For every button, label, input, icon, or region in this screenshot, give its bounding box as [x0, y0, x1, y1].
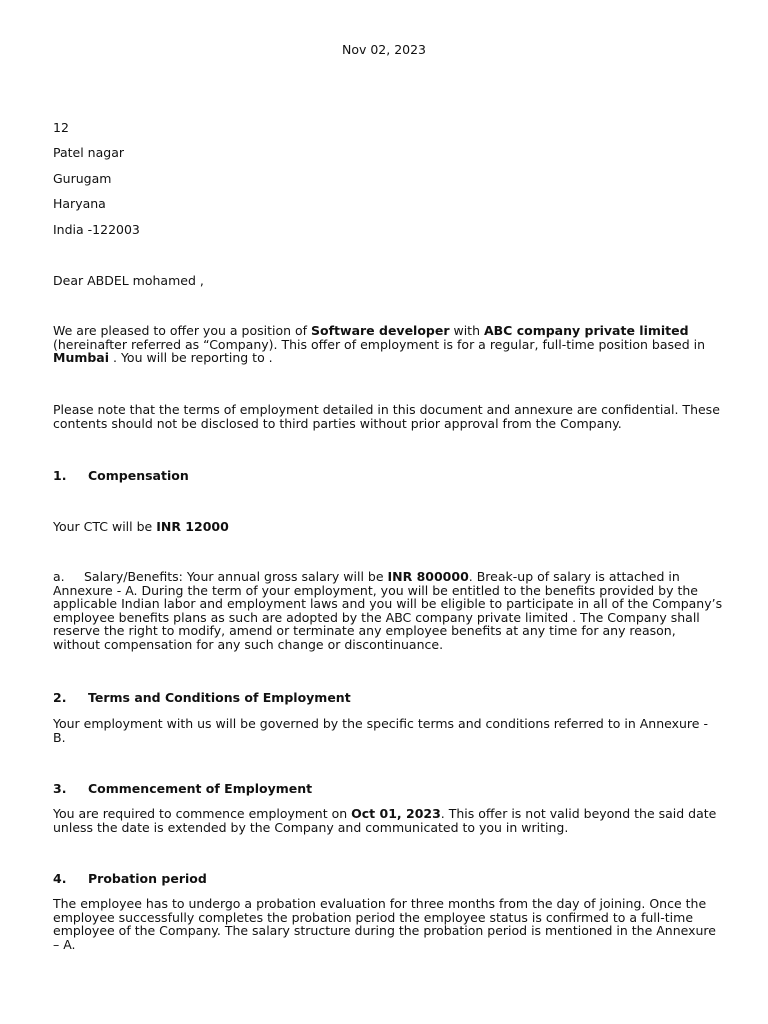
section-number: 3. — [53, 781, 67, 796]
address-line-5: India -122003 — [53, 222, 140, 237]
letter-date: Nov 02, 2023 — [341, 42, 427, 57]
confidentiality-paragraph: Please note that the terms of employment detailed in this document and annexure are confidential. These contents should not be disclosed to third parties without prior approval from the Company. — [53, 402, 720, 431]
section-number: 2. — [53, 690, 67, 705]
section-heading-probation — [53, 871, 207, 886]
salary-details: . Break-up of salary is attached in Annexure - A. During the term of your employment, you will be entitled to the benefits provided by the applicable Indian labor and employment laws and you will be eligible to participate in all of the Company’s employee benefits plans as such are adopted by the ABC company private limited . The Company shall reserve the right to modify, amend or terminate any employee benefits at any time for any reason, without compensation for any such change or discontinuance. — [53, 569, 723, 652]
offer-location: Mumbai — [53, 350, 110, 366]
salary-intro: Salary/Benefits: Your annual gross salary will be — [84, 569, 388, 584]
section-number: 4. — [53, 871, 67, 886]
section-title: Terms and Conditions of Employment — [88, 690, 351, 705]
section-heading-commencement — [53, 781, 312, 796]
commencement-date: Oct 01, 2023 — [351, 806, 441, 821]
section-heading-terms — [53, 690, 351, 705]
address-line-4: Haryana — [53, 196, 106, 211]
address-line-2: Patel nagar — [53, 145, 124, 160]
section-title: Probation period — [88, 871, 207, 886]
offer-with: with — [449, 323, 484, 338]
ctc-label: Your CTC will be — [53, 519, 157, 534]
salary-marker: a. — [53, 569, 65, 584]
section-title: Commencement of Employment — [88, 781, 313, 796]
address-line-1: 12 — [53, 120, 69, 135]
section-title: Compensation — [88, 468, 189, 483]
section-number: 1. — [53, 468, 67, 483]
offer-position: Software developer — [311, 323, 450, 338]
salary-paragraph — [53, 570, 723, 652]
salary-value: INR 800000 — [387, 569, 469, 584]
commencement-details: . This offer is not valid beyond the said date unless the date is extended by the Company and communicated to you in writing. — [53, 806, 717, 835]
commencement-intro: You are required to commence employment on — [53, 806, 352, 821]
salutation: Dear ABDEL mohamed , — [53, 273, 204, 288]
section-heading-compensation — [53, 468, 189, 483]
ctc-line — [53, 519, 229, 534]
offer-paragraph — [53, 324, 723, 365]
address-line-3: Gurugam — [53, 171, 112, 186]
offer-end: . You will be reporting to . — [109, 350, 273, 366]
probation-paragraph: The employee has to undergo a probation evaluation for three months from the day of joining. Once the employee successfully completes the probation period the employee status is confirmed to a full-time employee of the Company. The salary structure during the probation period is mentioned in the Annexure – A. — [53, 896, 716, 952]
offer-company: ABC company private limited — [483, 323, 689, 338]
offer-intro: We are pleased to offer you a position of — [53, 323, 312, 338]
offer-middle: (hereinafter referred as “Company). This offer of employment is for a regular, full-time position based in — [53, 336, 706, 352]
terms-paragraph: Your employment with us will be governed by the specific terms and conditions referred to in Annexure - B. — [53, 716, 708, 745]
commencement-paragraph — [53, 807, 723, 834]
ctc-value: INR 12000 — [156, 519, 229, 534]
